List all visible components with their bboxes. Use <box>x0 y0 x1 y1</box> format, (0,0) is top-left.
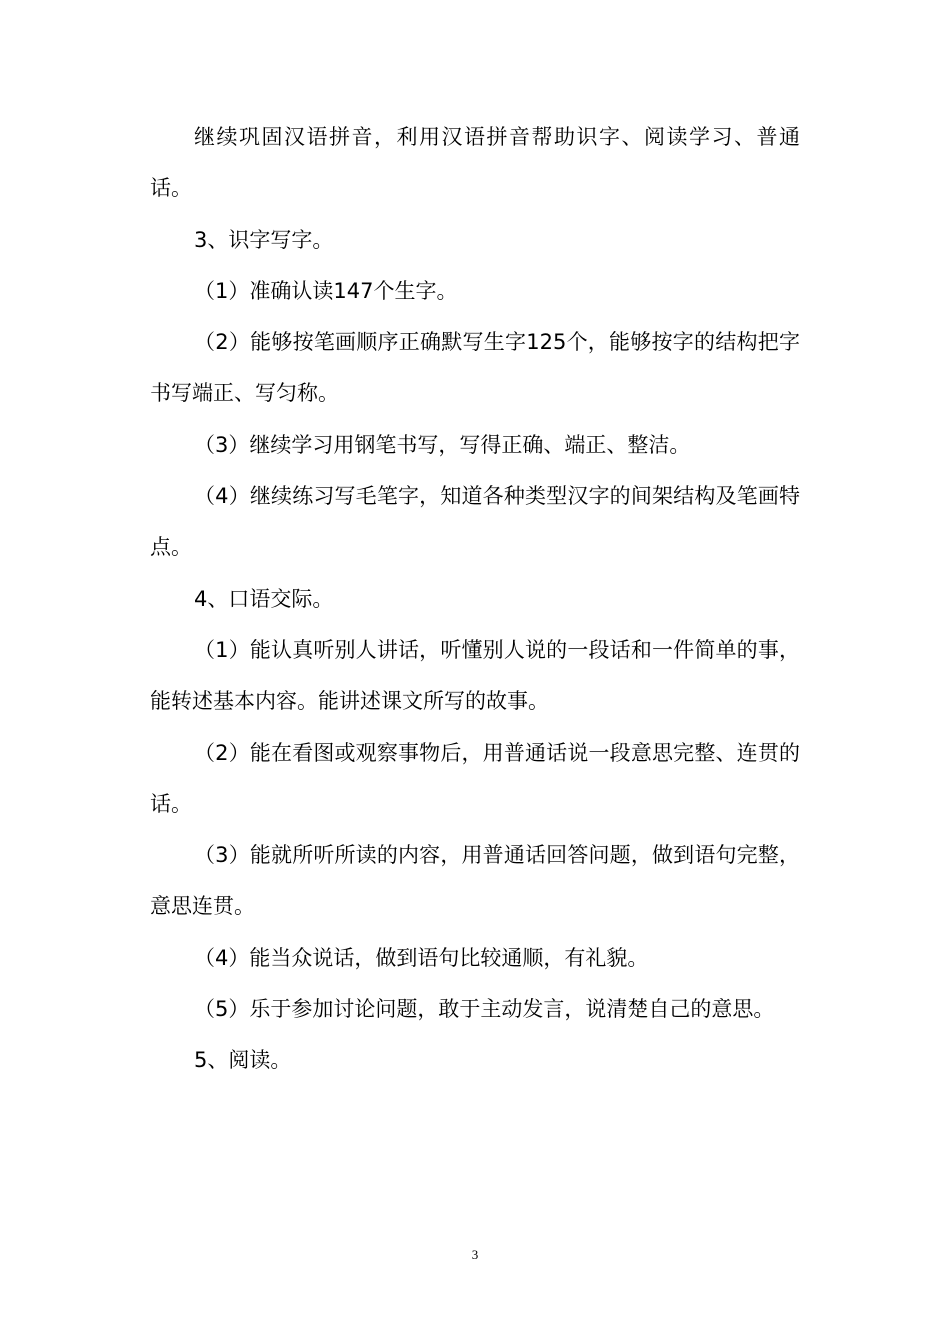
list-item: （2）能在看图或观察事物后，用普通话说一段意思完整、连贯的话。 <box>150 740 800 816</box>
list-item: （4）继续练习写毛笔字，知道各种类型汉字的间架结构及笔画特点。 <box>150 484 800 560</box>
list-item: （5）乐于参加讨论问题，敢于主动发言，说清楚自己的意思。 <box>194 997 775 1022</box>
section-heading-literacy: 3、识字写字。 <box>194 227 334 252</box>
paragraph-pinyin: 继续巩固汉语拼音，利用汉语拼音帮助识字、阅读学习、普通话。 <box>150 125 800 201</box>
document-body <box>150 112 800 1087</box>
list-item: （1）准确认读147个生字。 <box>194 278 458 303</box>
section-heading-oral-communication: 4、口语交际。 <box>194 586 334 611</box>
list-item: （2）能够按笔画顺序正确默写生字125个，能够按字的结构把字书写端正、写匀称。 <box>150 330 800 406</box>
list-item: （3）继续学习用钢笔书写，写得正确、端正、整洁。 <box>194 432 691 457</box>
section-heading-reading: 5、阅读。 <box>194 1048 292 1073</box>
list-item: （4）能当众说话，做到语句比较通顺，有礼貌。 <box>194 945 649 970</box>
page-number: 3 <box>471 1247 479 1262</box>
list-item: （1）能认真听别人讲话，听懂别人说的一段话和一件简单的事，能转述基本内容。能讲述课文所写的故事。 <box>150 637 800 714</box>
list-item: （3）能就所听所读的内容，用普通话回答问题，做到语句完整，意思连贯。 <box>150 843 800 919</box>
